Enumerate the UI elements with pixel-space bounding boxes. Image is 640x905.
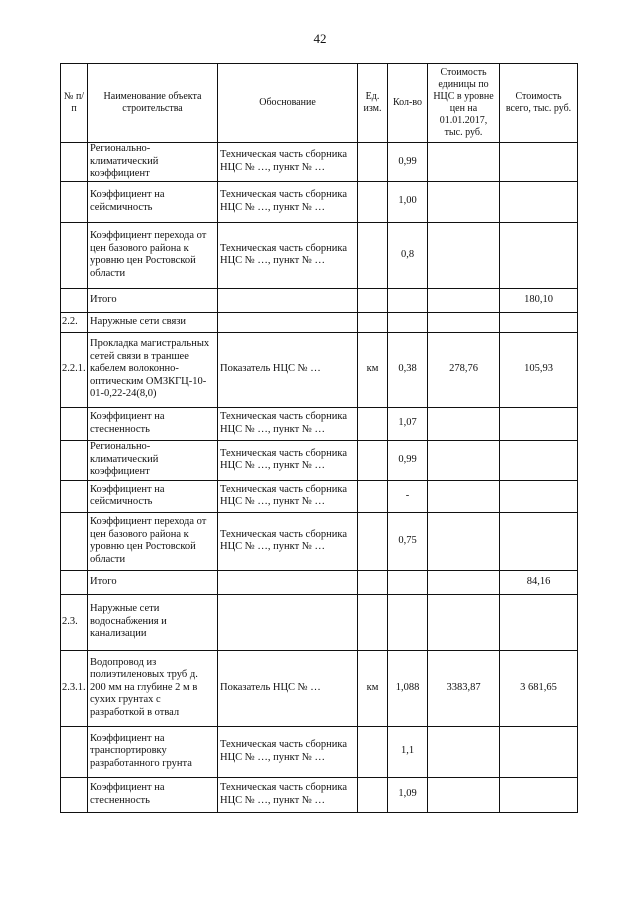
row-unit-cost <box>428 181 500 222</box>
page-number: 42 <box>313 31 327 46</box>
row-num: 2.2. <box>61 312 88 332</box>
row-basis: Техническая часть сборника НЦС № …, пункт № … <box>218 512 358 570</box>
table-row <box>61 650 578 726</box>
row-unit-cost <box>428 480 500 512</box>
row-name: Регионально-климатический коэффициент <box>88 143 218 182</box>
row-unit-cost <box>428 143 500 182</box>
row-qty: 1,00 <box>388 181 428 222</box>
row-qty: 1,1 <box>388 726 428 777</box>
row-basis: Показатель НЦС № … <box>218 650 358 726</box>
row-total-cost <box>500 440 578 480</box>
row-qty: 0,99 <box>388 143 428 182</box>
row-unit-cost <box>428 512 500 570</box>
row-total-cost: 3 681,65 <box>500 650 578 726</box>
header-name: Наименование объекта строительства <box>88 64 218 143</box>
row-name: Наружные сети водоснабжения и канализации <box>88 594 218 650</box>
row-basis: Техническая часть сборника НЦС № …, пункт № … <box>218 726 358 777</box>
row-unit <box>358 512 388 570</box>
row-name: Коэффициент на транспортировку разработанного грунта <box>88 726 218 777</box>
row-num <box>61 143 88 182</box>
row-basis: Показатель НЦС № … <box>218 332 358 407</box>
table-row <box>61 594 578 650</box>
row-total-cost: 84,16 <box>500 570 578 594</box>
row-num <box>61 222 88 288</box>
row-unit <box>358 288 388 312</box>
row-qty: 0,99 <box>388 440 428 480</box>
row-basis: Техническая часть сборника НЦС № …, пункт № … <box>218 407 358 440</box>
row-total-cost <box>500 512 578 570</box>
table-row <box>61 332 578 407</box>
row-num <box>61 181 88 222</box>
row-unit <box>358 407 388 440</box>
row-name: Коэффициент на сейсмичность <box>88 181 218 222</box>
row-total-cost <box>500 594 578 650</box>
row-name: Прокладка магистральных сетей связи в траншее кабелем волоконно-оптическим ОМЗКГЦ-10-01-0,22-24(8,0) <box>88 332 218 407</box>
row-total-cost <box>500 407 578 440</box>
row-unit <box>358 440 388 480</box>
row-qty <box>388 312 428 332</box>
row-unit <box>358 312 388 332</box>
row-basis: Техническая часть сборника НЦС № …, пункт № … <box>218 181 358 222</box>
row-unit: км <box>358 650 388 726</box>
row-unit-cost <box>428 726 500 777</box>
row-qty: 1,09 <box>388 777 428 812</box>
row-unit-cost: 3383,87 <box>428 650 500 726</box>
row-qty <box>388 288 428 312</box>
row-basis <box>218 288 358 312</box>
row-name: Итого <box>88 570 218 594</box>
header-unit-cost: Стоимость единицы по НЦС в уровне цен на 01.01.2017, тыс. руб. <box>428 64 500 143</box>
row-unit-cost <box>428 777 500 812</box>
row-basis <box>218 312 358 332</box>
header-unit: Ед. изм. <box>358 64 388 143</box>
table-row <box>61 726 578 777</box>
row-total-cost <box>500 181 578 222</box>
table-row <box>61 440 578 480</box>
row-total-cost <box>500 222 578 288</box>
row-total-cost <box>500 312 578 332</box>
row-num <box>61 570 88 594</box>
row-num: 2.3.1. <box>61 650 88 726</box>
row-qty: 0,38 <box>388 332 428 407</box>
header-num: № п/п <box>61 64 88 143</box>
row-unit <box>358 726 388 777</box>
row-qty: 0,8 <box>388 222 428 288</box>
row-name: Водопровод из полиэтиленовых труб д. 200 мм на глубине 2 м в сухих грунтах с разработкой в отвал <box>88 650 218 726</box>
row-basis: Техническая часть сборника НЦС № …, пункт № … <box>218 777 358 812</box>
row-basis: Техническая часть сборника НЦС № …, пункт № … <box>218 480 358 512</box>
table-row <box>61 288 578 312</box>
table-row <box>61 407 578 440</box>
row-qty <box>388 570 428 594</box>
row-qty: 0,75 <box>388 512 428 570</box>
row-name: Наружные сети связи <box>88 312 218 332</box>
row-total-cost <box>500 726 578 777</box>
table-row <box>61 181 578 222</box>
row-total-cost <box>500 480 578 512</box>
row-unit-cost <box>428 222 500 288</box>
row-qty: 1,088 <box>388 650 428 726</box>
row-qty: - <box>388 480 428 512</box>
row-num: 2.2.1. <box>61 332 88 407</box>
row-unit-cost <box>428 570 500 594</box>
row-basis <box>218 570 358 594</box>
row-num <box>61 440 88 480</box>
row-num <box>61 480 88 512</box>
row-num <box>61 726 88 777</box>
row-unit <box>358 181 388 222</box>
row-num <box>61 777 88 812</box>
row-num: 2.3. <box>61 594 88 650</box>
table-row <box>61 312 578 332</box>
row-qty: 1,07 <box>388 407 428 440</box>
table-header-row <box>61 64 578 143</box>
row-name: Коэффициент на сейсмичность <box>88 480 218 512</box>
row-total-cost: 105,93 <box>500 332 578 407</box>
table-row <box>61 480 578 512</box>
row-unit-cost: 278,76 <box>428 332 500 407</box>
header-qty: Кол-во <box>388 64 428 143</box>
row-unit-cost <box>428 407 500 440</box>
row-name: Коэффициент на стесненность <box>88 777 218 812</box>
row-basis <box>218 594 358 650</box>
row-name: Коэффициент перехода от цен базового района к уровню цен Ростовской области <box>88 222 218 288</box>
row-num <box>61 512 88 570</box>
row-unit <box>358 777 388 812</box>
header-basis: Обоснование <box>218 64 358 143</box>
row-unit-cost <box>428 594 500 650</box>
row-total-cost: 180,10 <box>500 288 578 312</box>
row-qty <box>388 594 428 650</box>
row-unit <box>358 222 388 288</box>
table-row <box>61 143 578 182</box>
row-unit <box>358 594 388 650</box>
row-name: Итого <box>88 288 218 312</box>
header-total-cost: Стоимость всего, тыс. руб. <box>500 64 578 143</box>
table-row <box>61 512 578 570</box>
row-total-cost <box>500 777 578 812</box>
row-basis: Техническая часть сборника НЦС № …, пункт № … <box>218 440 358 480</box>
row-basis: Техническая часть сборника НЦС № …, пункт № … <box>218 143 358 182</box>
row-num <box>61 407 88 440</box>
row-unit: км <box>358 332 388 407</box>
row-name: Регионально-климатический коэффициент <box>88 440 218 480</box>
table-row <box>61 777 578 812</box>
row-unit-cost <box>428 312 500 332</box>
row-unit <box>358 480 388 512</box>
row-name: Коэффициент перехода от цен базового района к уровню цен Ростовской области <box>88 512 218 570</box>
cost-table <box>60 63 578 813</box>
table-row <box>61 570 578 594</box>
row-unit <box>358 570 388 594</box>
row-name: Коэффициент на стесненность <box>88 407 218 440</box>
row-num <box>61 288 88 312</box>
row-total-cost <box>500 143 578 182</box>
row-unit-cost <box>428 288 500 312</box>
row-unit-cost <box>428 440 500 480</box>
table-row <box>61 222 578 288</box>
row-basis: Техническая часть сборника НЦС № …, пункт № … <box>218 222 358 288</box>
row-unit <box>358 143 388 182</box>
